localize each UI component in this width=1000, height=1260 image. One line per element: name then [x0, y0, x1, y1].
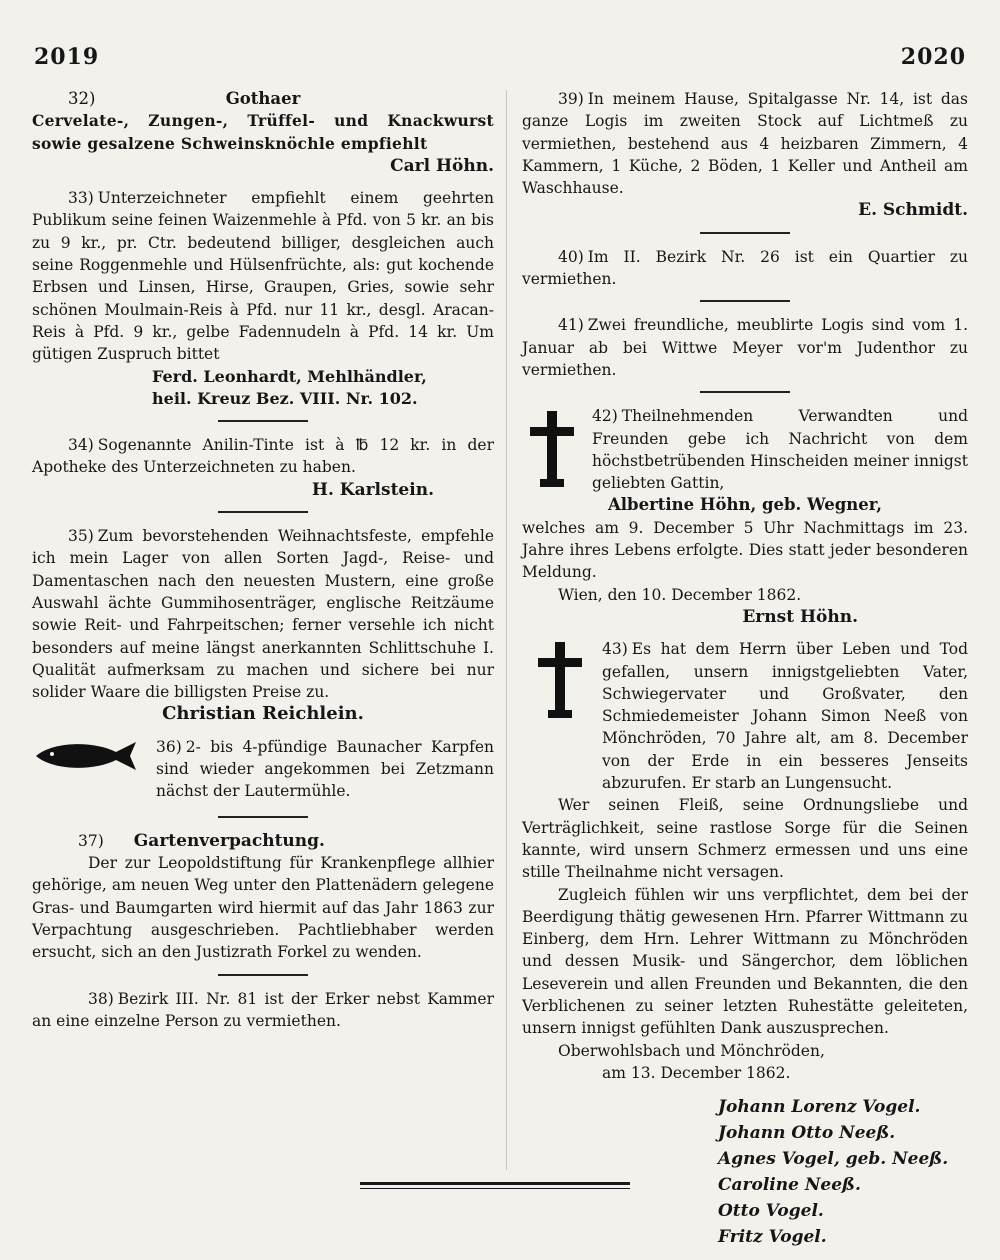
ad-43-place: Oberwohlsbach und Mönchröden, — [558, 1041, 825, 1060]
ad-42-number: 42) — [592, 407, 618, 426]
cross-icon — [526, 411, 578, 487]
column-divider — [506, 90, 507, 1170]
left-column — [32, 88, 494, 1042]
ad-40-text — [522, 246, 968, 291]
ad-37-text: Der zur Leopoldstiftung für Krankenpflege allhier gehörige, am neuen Weg unter den Plattenädern gelegene Gras- und Baumgarten wird hiermit auf das Jahr 1863 zur Verpachtung ausgeschrieben. Pachtliebhaber werden ersucht, sich an den Justizrath Forkel zu wenden. — [32, 854, 494, 962]
ad-34-number: 34) — [68, 436, 94, 455]
ad-39-text — [522, 88, 968, 199]
ad-34-signature: H. Karlstein. — [311, 479, 434, 500]
signer: Johann Lorenz Vogel. — [718, 1097, 921, 1118]
bottom-rule-thin — [360, 1188, 630, 1189]
ad-39-number: 39) — [558, 90, 584, 108]
ad-34-body: Sogenannte Anilin-Tinte ist à ℔ 12 kr. in der Apotheke des Unterzeichneten zu haben. — [32, 436, 494, 477]
ad-32 — [32, 88, 494, 177]
ad-33-number: 33) — [68, 189, 94, 208]
ad-32-title — [32, 88, 494, 110]
ad-43-number: 43) — [602, 640, 628, 659]
ad-42-signature: Ernst Höhn. — [742, 606, 858, 627]
ad-38-body: Bezirk III. Nr. 81 ist der Erker nebst Kammer an eine einzelne Person zu vermiethen. — [32, 989, 494, 1030]
ad-40-body: Im II. Bezirk Nr. 26 ist ein Quartier zu vermiethen. — [522, 247, 968, 289]
separator-rule — [218, 816, 308, 818]
ad-33-signature-line1: Ferd. Leonhardt, Mehlhändler, — [152, 366, 427, 386]
ad-33 — [32, 187, 494, 410]
page-number-right: 2020 — [900, 44, 966, 70]
ad-32-title-text: Gothaer — [225, 89, 301, 108]
separator-rule — [700, 232, 790, 234]
ad-43-signers — [522, 1094, 968, 1250]
ad-33-text — [32, 187, 494, 365]
ad-41-body: Zwei freundliche, meublirte Logis sind vom 1. Januar ab bei Wittwe Meyer vor'm Judenthor zu vermiethen. — [522, 316, 968, 379]
ad-42-text2: welches am 9. December 5 Uhr Nachmittags im 23. Jahre ihres Lebens erfolgte. Dies statt jeder besonderen Meldung. — [522, 518, 968, 582]
ad-35-signature: Christian Reichlein. — [162, 703, 364, 725]
ad-42 — [522, 405, 968, 628]
ad-38 — [32, 988, 494, 1033]
ad-32-text: Cervelate-, Zungen-, Trüffel- und Knackwurst sowie gesalzene Schweinsknöchle empfiehlt — [32, 111, 494, 153]
ad-43-text — [522, 638, 968, 794]
ad-36-number: 36) — [156, 737, 182, 756]
ad-35-body: Zum bevorstehenden Weihnachtsfeste, empfehle ich mein Lager von allen Sorten Jagd-, Reise- und Damentaschen nach den neuesten Mustern, eine große Auswahl ächte Gummihosenträger, englische Reitzäume sowie Reit- und Fahrpeitschen; ferner versehle ich nicht besonders auf meine längst anerkannten Schlittschuhe I. Qualität aufmerksam zu machen und sichere bei nur solider Waare die billigsten Preise zu. — [32, 527, 494, 702]
ad-35 — [32, 525, 494, 726]
ad-39 — [522, 88, 968, 222]
ad-43-text2: Wer seinen Fleiß, seine Ordnungsliebe und Verträglichkeit, seine rastlose Sorge für die Seinen kannte, wird unsern Schmerz ermessen und uns eine stille Theilnahme nicht versagen. — [522, 796, 968, 882]
separator-rule — [218, 511, 308, 513]
ad-37-title — [32, 830, 494, 852]
signer: Agnes Vogel, geb. Neeß. — [718, 1149, 949, 1170]
ad-37-title-text: Gartenverpachtung. — [133, 830, 325, 851]
signer: Caroline Neeß. — [718, 1175, 861, 1196]
ad-40-number: 40) — [558, 247, 584, 266]
ad-42-text — [522, 405, 968, 494]
ad-42-name: Albertine Höhn, geb. Wegner, — [607, 495, 882, 515]
ad-37-number: 37) — [78, 831, 104, 850]
signer: Otto Vogel. — [718, 1201, 824, 1222]
ad-42-body: Theilnehmenden Verwandten und Freunden gebe ich Nachricht von dem höchstbetrübenden Hinscheiden meiner innigst geliebten Gattin, — [592, 407, 968, 493]
ad-36 — [32, 736, 494, 806]
separator-rule — [700, 300, 790, 302]
ad-43-date: am 13. December 1862. — [602, 1063, 791, 1082]
bottom-rule — [360, 1182, 630, 1185]
crucifix-icon — [534, 642, 586, 718]
ad-32-signature: Carl Höhn. — [390, 155, 494, 176]
fish-icon — [32, 736, 142, 776]
ad-40 — [522, 246, 968, 291]
signer: Fritz Vogel. — [718, 1227, 827, 1248]
right-column — [522, 88, 968, 1260]
ad-33-body: Unterzeichneter empfiehlt einem geehrten Publikum seine feinen Waizenmehle à Pfd. von 5 kr. an bis zu 9 kr., pr. Ctr. bedeutend billiger, desgleichen auch seine Roggenmehle und Hülsenfrüchte, als: gut kochende Erbsen und Linsen, Hirse, Graupen, Gries, sowie sehr schönen Moulmain-Reis à Pfd. nur 11 kr., desgl. Aracan-Reis à Pfd. 9 kr., gelbe Fadennudeln à Pfd. 14 kr. Um gütigen Zuspruch bittet — [32, 189, 494, 364]
signer: Johann Otto Neeß. — [718, 1123, 896, 1144]
ad-36-body: 2- bis 4-pfündige Baunacher Karpfen sind wieder angekommen bei Zetzmann nächst der Lautermühle. — [156, 737, 494, 801]
ad-39-signature: E. Schmidt. — [858, 200, 968, 221]
ad-34-text — [32, 434, 494, 479]
page-number-left: 2019 — [34, 44, 100, 70]
ad-42-place-date: Wien, den 10. December 1862. — [558, 585, 802, 604]
separator-rule — [218, 420, 308, 422]
separator-rule — [218, 974, 308, 976]
ad-33-signature-line2: heil. Kreuz Bez. VIII. Nr. 102. — [152, 388, 418, 408]
ad-41 — [522, 314, 968, 381]
separator-rule — [700, 391, 790, 393]
ad-35-text — [32, 525, 494, 703]
ad-41-text — [522, 314, 968, 381]
ad-38-text — [32, 988, 494, 1033]
ad-41-number: 41) — [558, 316, 584, 335]
ad-39-body: In meinem Hause, Spitalgasse Nr. 14, ist das ganze Logis im zweiten Stock auf Lichtmeß zu vermiethen, bestehend aus 4 heizbaren Zimmern, 4 Kammern, 1 Küche, 2 Böden, 1 Keller und Antheil am Waschhause. — [522, 90, 968, 198]
ad-43-body: Es hat dem Herrn über Leben und Tod gefallen, unsern innigstgeliebten Vater, Schwiegervater und Großvater, den Schmiedemeister Johann Simon Neeß von Mönchröden, 70 Jahre alt, am 8. December von der Erde in ein besseres Jenseits abzurufen. Er starb an Lungensucht. — [602, 640, 968, 793]
ad-34 — [32, 434, 494, 501]
ad-43-text3: Zugleich fühlen wir uns verpflichtet, dem bei der Beerdigung thätig gewesenen Hrn. Pfarrer Wittmann zu Einberg, dem Hrn. Lehrer Wittmann zu Mönchröden und dessen Musik- und Sängerchor, dem löblichen Leseverein und allen Freunden und Bekannten, die den Verblichenen zu seiner letzten Ruhestätte geleiteten, unsern innigst gefühlten Dank auszusprechen. — [522, 885, 968, 1038]
ad-38-number: 38) — [88, 989, 114, 1008]
ad-43 — [522, 638, 968, 1250]
ad-37 — [32, 830, 494, 964]
ad-32-number: 32) — [68, 89, 96, 108]
ad-35-number: 35) — [68, 527, 94, 546]
